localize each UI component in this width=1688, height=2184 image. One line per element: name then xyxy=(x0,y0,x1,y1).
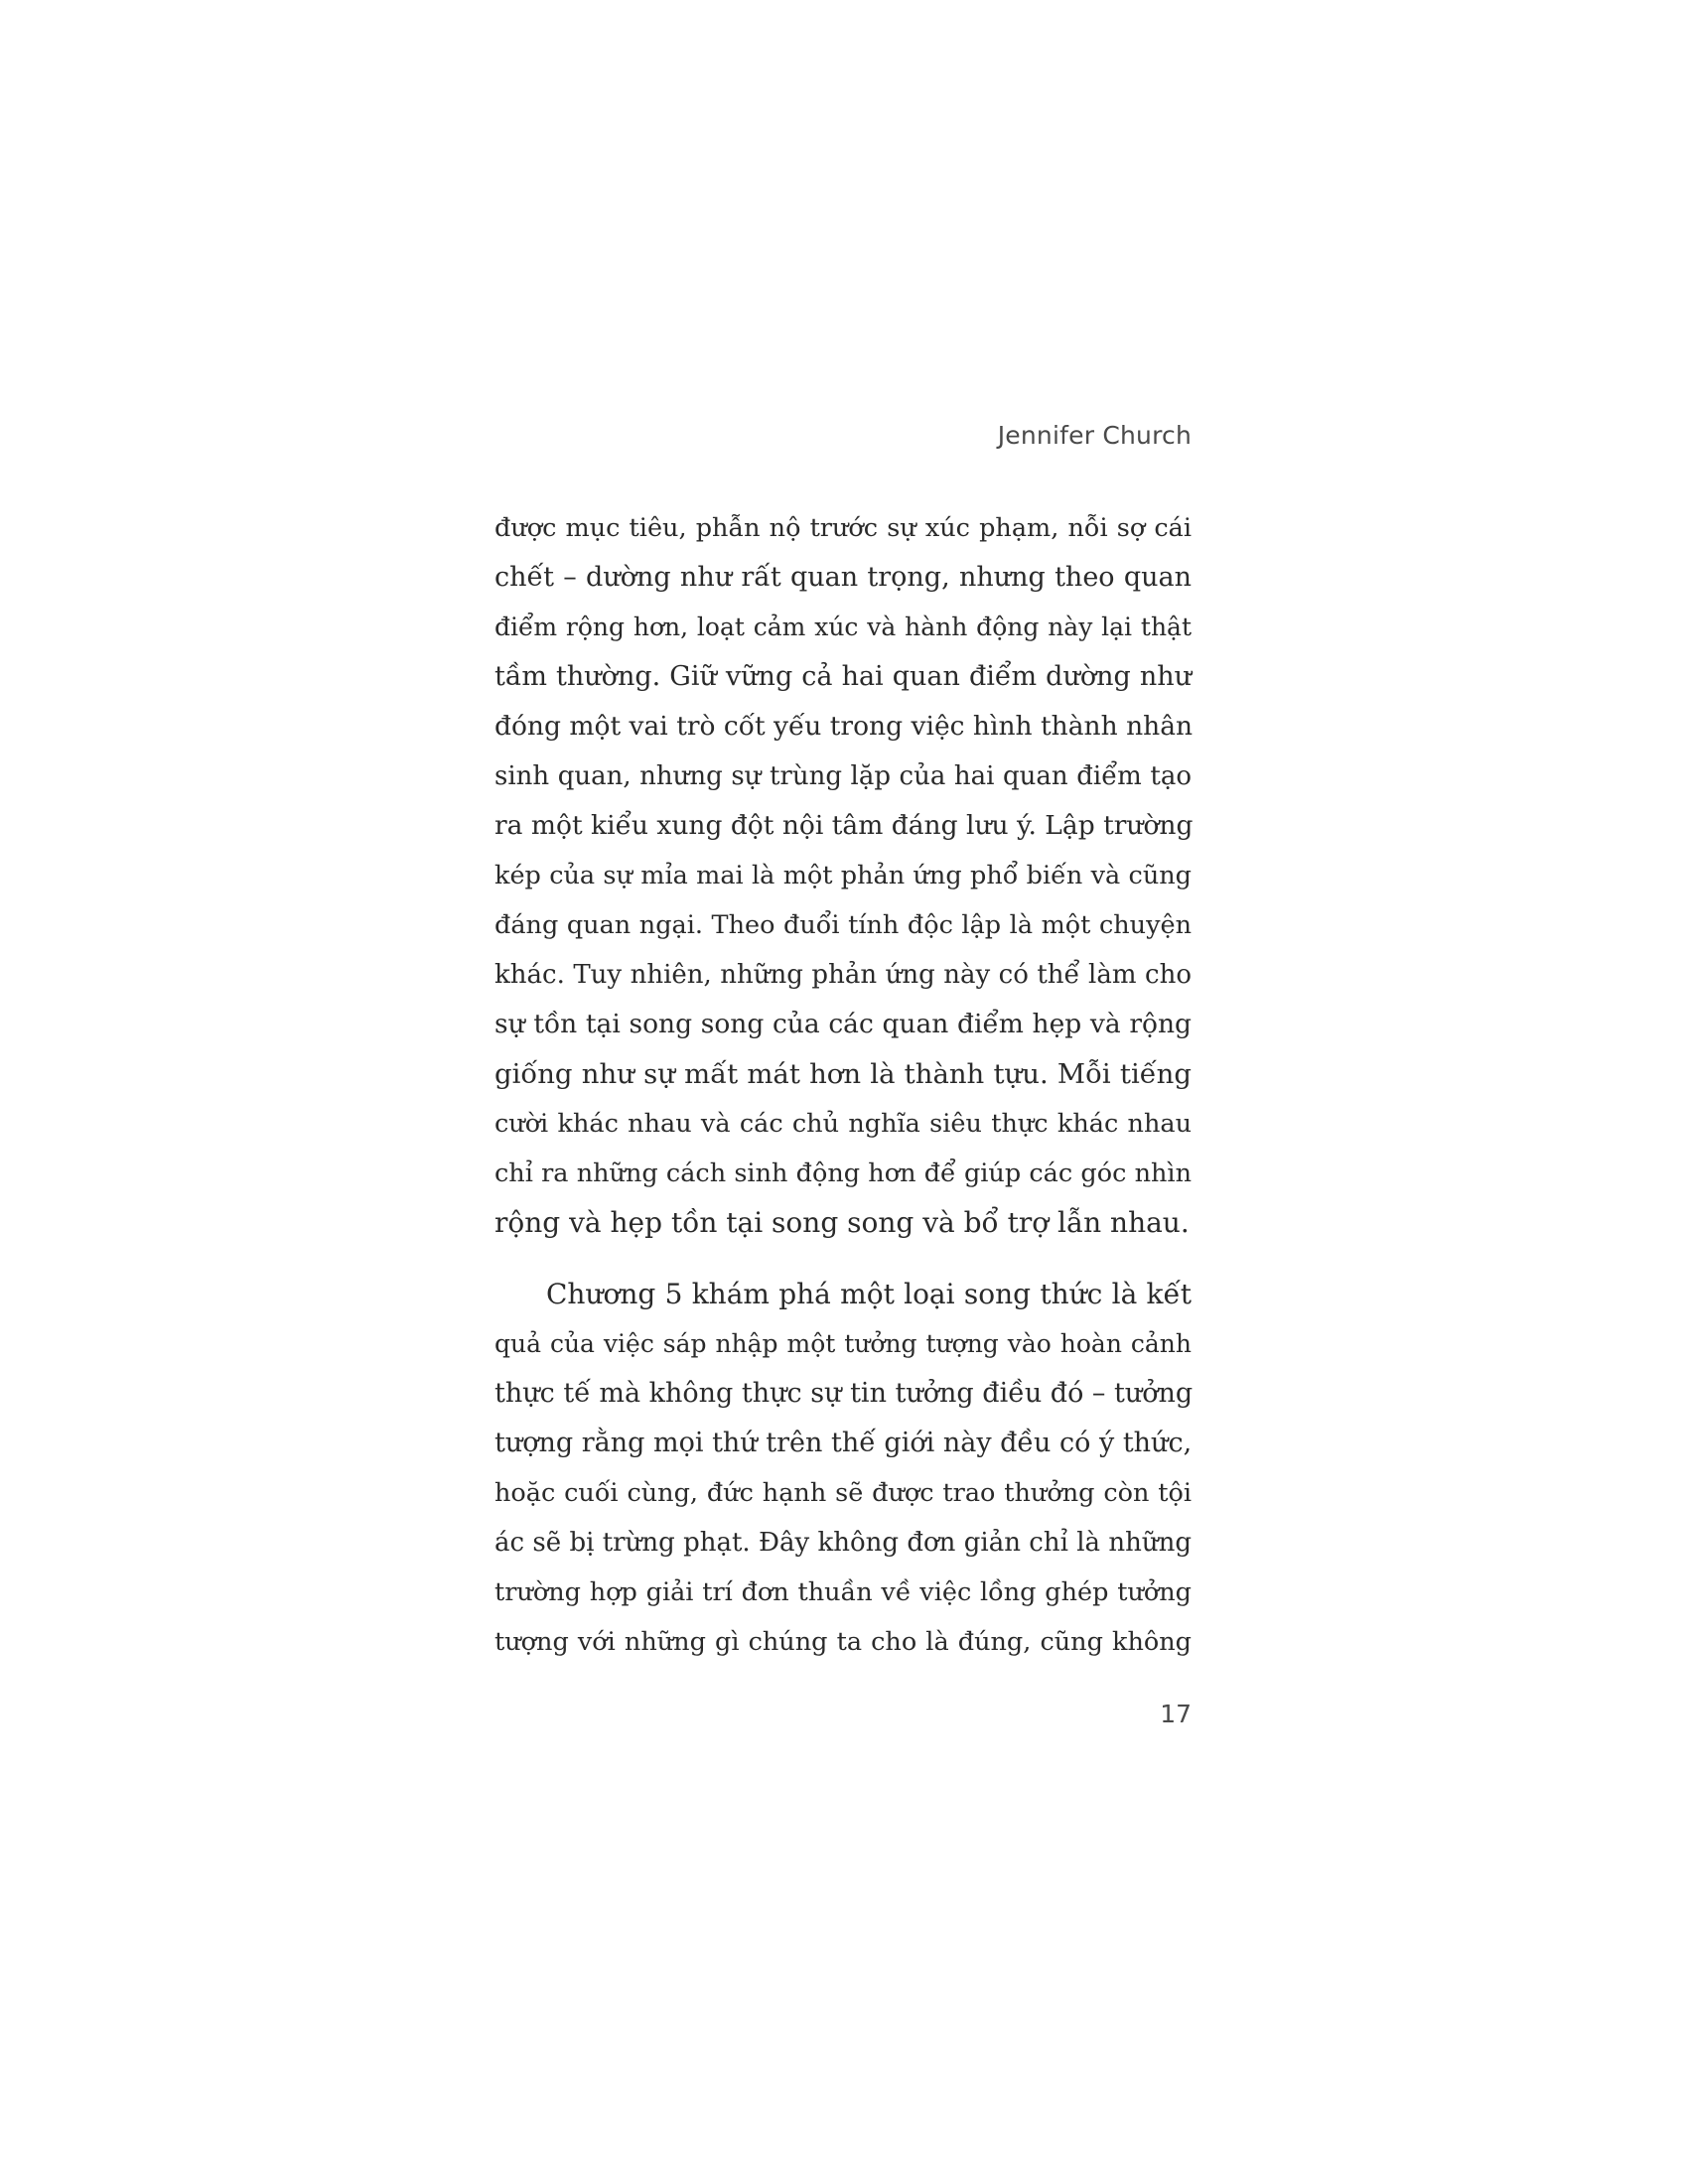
page-number: 17 xyxy=(1160,1700,1192,1728)
text-line: cười khác nhau và các chủ nghĩa siêu thực khác nhau xyxy=(494,1109,1192,1139)
paragraph-1 xyxy=(494,503,1192,1248)
text-line: giống như sự mất mát hơn là thành tựu. Mỗi tiếng xyxy=(494,1058,1192,1090)
text-line: tượng với những gì chúng ta cho là đúng, cũng không xyxy=(494,1627,1192,1657)
text-line: quả của việc sáp nhập một tưởng tượng vào hoàn cảnh xyxy=(494,1329,1192,1358)
text-line: tượng rằng mọi thứ trên thế giới này đều có ý thức, xyxy=(494,1428,1193,1458)
text-line: chỉ ra những cách sinh động hơn để giúp các góc nhìn xyxy=(494,1159,1192,1188)
text-line: Chương 5 khám phá một loại song thức là kết xyxy=(546,1278,1192,1310)
text-line: khác. Tuy nhiên, những phản ứng này có thể làm cho xyxy=(494,960,1192,990)
text-line: trường hợp giải trí đơn thuần về việc lồng ghép tưởng xyxy=(494,1577,1192,1607)
text-line: kép của sự mỉa mai là một phản ứng phổ biến và cũng xyxy=(494,861,1192,890)
paragraph-gap xyxy=(494,1248,1192,1270)
text-line: sinh quan, nhưng sự trùng lặp của hai quan điểm tạo xyxy=(494,761,1192,791)
text-line: tầm thường. Giữ vững cả hai quan điểm dường như xyxy=(494,661,1192,692)
text-line: rộng và hẹp tồn tại song song và bổ trợ lẫn nhau. xyxy=(494,1206,1190,1239)
body-text xyxy=(494,503,1192,1667)
text-line: ác sẽ bị trừng phạt. Đây không đơn giản chỉ là những xyxy=(494,1528,1192,1558)
text-line: thực tế mà không thực sự tin tưởng điều đó – tưởng xyxy=(494,1378,1194,1409)
text-line: hoặc cuối cùng, đức hạnh sẽ được trao thưởng còn tội xyxy=(494,1478,1192,1508)
text-line: điểm rộng hơn, loạt cảm xúc và hành động này lại thật xyxy=(494,613,1192,641)
running-header: Jennifer Church xyxy=(997,421,1192,450)
text-line: ra một kiểu xung đột nội tâm đáng lưu ý. Lập trường xyxy=(494,810,1194,841)
text-line: chết – dường như rất quan trọng, nhưng theo quan xyxy=(494,562,1192,593)
text-line: đáng quan ngại. Theo đuổi tính độc lập là một chuyện xyxy=(494,910,1192,940)
text-line: đóng một vai trò cốt yếu trong việc hình thành nhân xyxy=(494,711,1194,742)
text-line: sự tồn tại song song của các quan điểm hẹp và rộng xyxy=(494,1009,1192,1039)
text-line: được mục tiêu, phẫn nộ trước sự xúc phạm, nỗi sợ cái xyxy=(494,513,1192,543)
paragraph-2 xyxy=(494,1270,1192,1667)
